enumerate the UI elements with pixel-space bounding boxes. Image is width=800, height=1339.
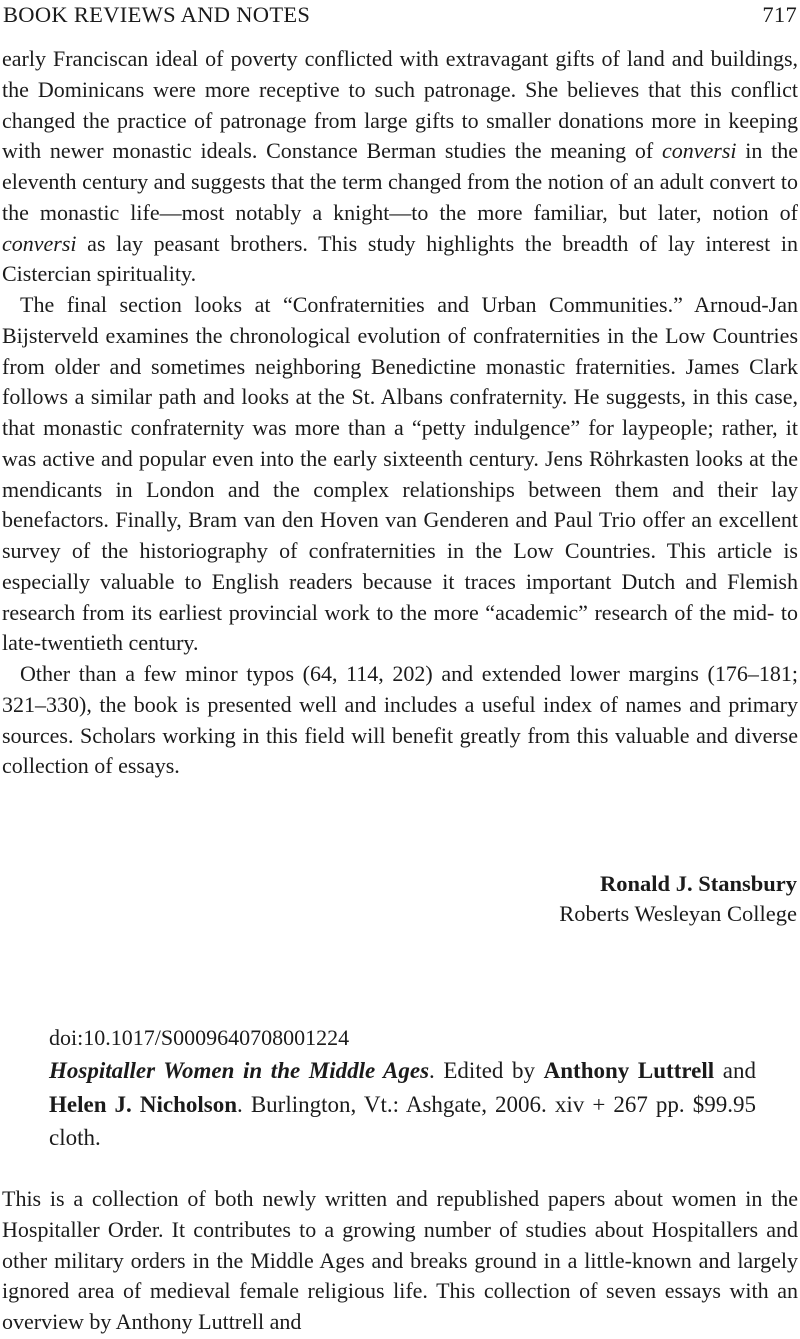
- review2-paragraph-1: This is a collection of both newly written and republished papers about women in the Hospitaller Order. It contributes to a growing number of studies about Hospitallers and other military orders in the Middle Ages and breaks ground in a little-known and largely ignored area of medieval female religious life. This collection of seven essays with an overview by Anthony Luttrell and: [2, 1186, 798, 1334]
- review1-paragraph-2: The final section looks at “Confraternities and Urban Communities.” Arnoud-Jan Bijsterveld examines the chronological evolution of confraternities in the Low Countries from older and sometimes neighboring Benedictine monastic fraternities. James Clark follows a similar path and looks at the St. Albans confraternity. He suggests, in this case, that monastic confraternity was more than a “petty indulgence” for laypeople; rather, it was active and popular even into the early sixteenth century. Jens Röhrkasten looks at the mendicants in London and the complex relationships between them and their lay benefactors. Finally, Bram van den Hoven van Genderen and Paul Trio offer an excellent survey of the historiography of confraternities in the Low Countries. This article is especially valuable to English readers because it traces important Dutch and Flemish research from its earliest provincial work to the more “academic” research of the mid- to late-twentieth century.: [2, 292, 798, 656]
- book-citation: Hospitaller Women in the Middle Ages. Edited by Anthony Luttrell and Helen J. Nicholson. Burlington, Vt.: Ashgate, 2006. xiv + 267 pp. $99.95 cloth.: [49, 1058, 756, 1150]
- review1-paragraph-3: Other than a few minor typos (64, 114, 202) and extended lower margins (176–181; 321–330), the book is presented well and includes a useful index of names and primary sources. Scholars working in this field will benefit greatly from this valuable and diverse collection of essays.: [2, 661, 798, 779]
- review1-paragraph-1: early Franciscan ideal of poverty conflicted with extravagant gifts of land and buildings, the Dominicans were more receptive to such patronage. She believes that this conflict changed the practice of patronage from large gifts to smaller donations more in keeping with newer monastic ideals. Constance Berman studies the meaning of conversi in the eleventh century and suggests that the term changed from the notion of an adult convert to the monastic life—most notably a knight—to the more familiar, but later, notion of conversi as lay peasant brothers. This study highlights the breadth of lay interest in Cistercian spirituality.: [2, 46, 798, 287]
- reviewer-affiliation: Roberts Wesleyan College: [559, 900, 797, 926]
- reviewer-name: Ronald J. Stansbury: [600, 871, 797, 896]
- reviewer-signature: [2, 869, 797, 928]
- review2-body: [2, 1184, 798, 1338]
- running-head: [3, 2, 797, 28]
- page-number: 717: [762, 2, 797, 27]
- doi: doi:10.1017/S0009640708001224: [49, 1025, 350, 1050]
- running-head-title: BOOK REVIEWS AND NOTES: [3, 2, 311, 27]
- review1-body: [2, 44, 798, 782]
